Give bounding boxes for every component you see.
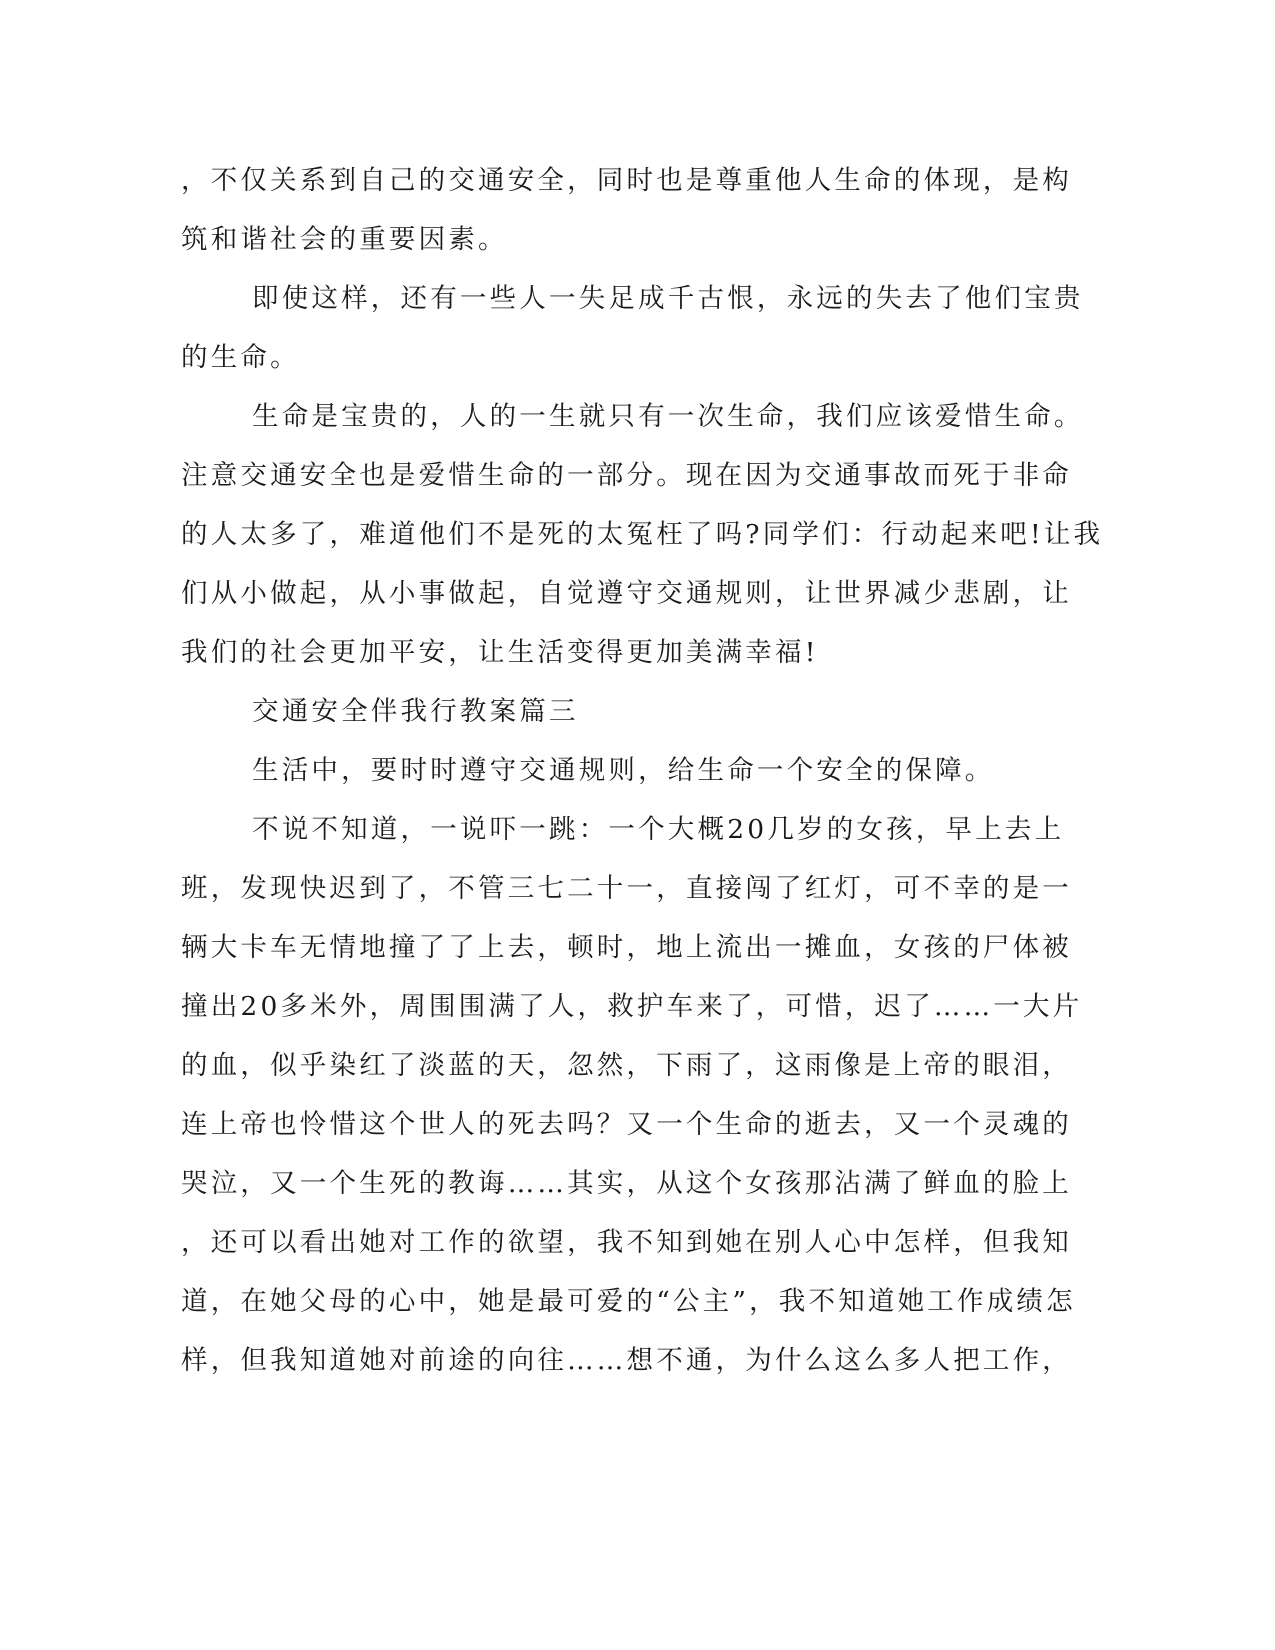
text-line: ，还可以看出她对工作的欲望，我不知到她在别人心中怎样，但我知 bbox=[181, 1227, 1072, 1258]
text-line: 注意交通安全也是爱惜生命的一部分。现在因为交通事故而死于非命 bbox=[181, 460, 1072, 491]
text-line: 即使这样，还有一些人一失足成千古恨，永远的失去了他们宝贵 bbox=[252, 283, 1084, 314]
text-line: 班，发现快迟到了，不管三七二十一，直接闯了红灯，可不幸的是一 bbox=[181, 873, 1072, 904]
section-heading: 交通安全伴我行教案篇三 bbox=[252, 696, 579, 727]
text-line: 的人太多了，难道他们不是死的太冤枉了吗?同学们：行动起来吧!让我 bbox=[181, 519, 1104, 550]
text-line: 连上帝也怜惜这个世人的死去吗？又一个生命的逝去，又一个灵魂的 bbox=[181, 1109, 1072, 1140]
text-line: 我们的社会更加平安，让生活变得更加美满幸福! bbox=[181, 637, 819, 668]
text-line: 生活中，要时时遵守交通规则，给生命一个安全的保障。 bbox=[252, 755, 995, 786]
text-line: 筑和谐社会的重要因素。 bbox=[181, 224, 508, 255]
text-line: 们从小做起，从小事做起，自觉遵守交通规则，让世界减少悲剧，让 bbox=[181, 578, 1072, 609]
text-line: 道，在她父母的心中，她是最可爱的“公主”，我不知道她工作成绩怎 bbox=[181, 1286, 1076, 1317]
text-line: 辆大卡车无情地撞了了上去，顿时，地上流出一摊血，女孩的尸体被 bbox=[181, 932, 1072, 963]
text-line: 的生命。 bbox=[181, 342, 300, 373]
text-line: 撞出20多米外，周围围满了人，救护车来了，可惜，迟了……一大片 bbox=[181, 991, 1083, 1022]
text-line: 不说不知道，一说吓一跳：一个大概20几岁的女孩，早上去上 bbox=[252, 814, 1065, 845]
text-line: 生命是宝贵的，人的一生就只有一次生命，我们应该爱惜生命。 bbox=[252, 401, 1084, 432]
text-line: 哭泣，又一个生死的教诲……其实，从这个女孩那沾满了鲜血的脸上 bbox=[181, 1168, 1072, 1199]
text-line: 的血，似乎染红了淡蓝的天，忽然，下雨了，这雨像是上帝的眼泪， bbox=[181, 1050, 1072, 1081]
text-line: ，不仅关系到自己的交通安全，同时也是尊重他人生命的体现，是构 bbox=[181, 165, 1072, 196]
text-line: 样，但我知道她对前途的向往……想不通，为什么这么多人把工作， bbox=[181, 1345, 1072, 1376]
